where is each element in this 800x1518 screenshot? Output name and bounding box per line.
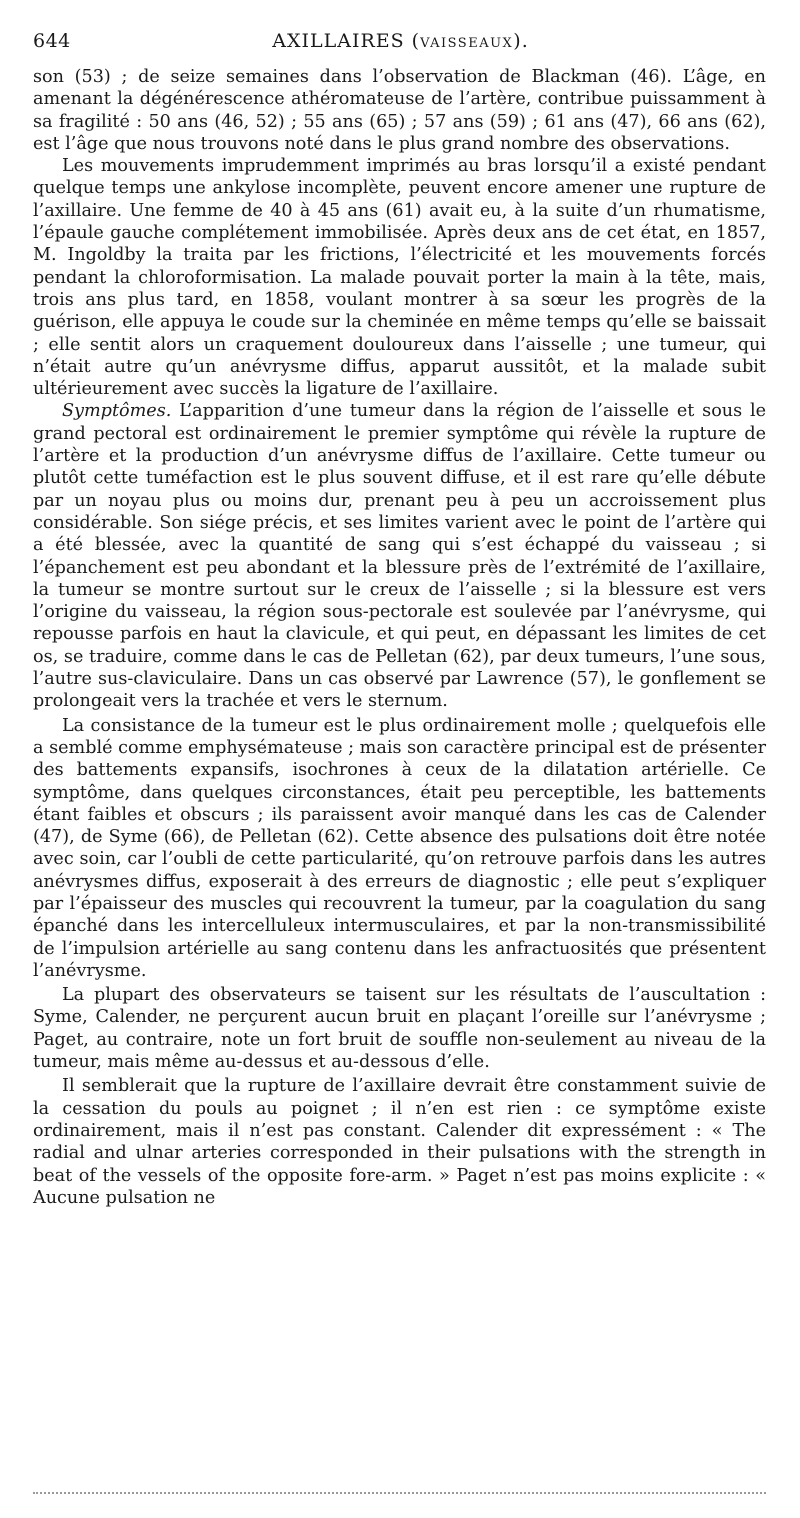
paragraph-pouls: Il semblerait que la rupture de l’axillaire devrait être constamment suivie de la cessation du pouls au poignet ; il n’en est rien : ce symptôme existe ordinairement, mais il n’est pas constant. Calender dit expressément : « The radial and ulnar arteries corresponded in their pulsations with the strength in beat of the vessels of the opposite fore-arm. » Paget n’est pas moins explicite : « Aucune pulsation ne <box>33 1076 766 1208</box>
paragraph-symptomes <box>33 400 766 712</box>
footer-dotted-rule <box>33 1492 766 1494</box>
paragraph-ankylose: Les mouvements imprudemment imprimés au bras lorsqu’il a existé pendant quelque temps une ankylose incomplète, peuvent encore amener une rupture de l’axillaire. Une femme de 40 à 45 ans (61) avait eu, à la suite d’un rhumatisme, l’épaule gauche complétement immobilisée. Après deux ans de cet état, en 1857, M. Ingoldby la traita par les frictions, l’électricité et les mouvements forcés pendant la chloroformisation. La malade pouvait porter la main à la tête, mais, trois ans plus tard, en 1858, voulant montrer à sa sœur les progrès de la guérison, elle appuya le coude sur la cheminée en même temps qu’elle se baissait ; elle sentit alors un craquement douloureux dans l’aisselle ; une tumeur, qui n’était autre qu’un anévrysme diffus, apparut aussitôt, et la malade subit ultérieurement avec succès la ligature de l’axillaire. <box>33 156 766 400</box>
paragraph-continuation: son (53) ; de seize semaines dans l’observation de Blackman (46). L’âge, en amenant la dégénérescence athéromateuse de l’artère, contribue puissamment à sa fragilité : 50 ans (46, 52) ; 55 ans (65) ; 57 ans (59) ; 61 ans (47), 66 ans (62), est l’âge que nous trouvons noté dans le plus grand nombre des observations. <box>33 67 766 154</box>
running-head <box>33 30 768 52</box>
paragraph-auscultation: La plupart des observateurs se taisent sur les résultats de l’auscultation : Syme, Calender, ne perçurent aucun bruit en plaçant l’oreille sur l’anévrysme ; Paget, au contraire, note un fort bruit de souffle non-seulement au niveau de la tumeur, mais même au-dessus et au-dessous d’elle. <box>33 985 766 1073</box>
running-head-small: VAISSEAUX <box>420 36 514 51</box>
body-text <box>33 66 766 1209</box>
page-header <box>33 30 768 60</box>
paragraph-consistance: La consistance de la tumeur est le plus ordinairement molle ; quelquefois elle a semblé comme emphysémateuse ; mais son caractère principal est de présenter des battements expansifs, isochrones à ceux de la dilatation artérielle. Ce symptôme, dans quelques circonstances, était peu perceptible, les battements étant faibles et obscurs ; ils paraissent avoir manqué dans les cas de Calender (47), de Syme (66), de Pelletan (62). Cette absence des pulsations doit être notée avec soin, car l’oubli de cette particularité, qu’on retrouve parfois dans les autres anévrysmes diffus, exposerait à des erreurs de diagnostic ; elle peut s’expliquer par l’épaisseur des muscles qui recouvrent la tumeur, par la coagulation du sang épanché dans les intercelluleux intermusculaires, et par la non-transmissibilité de l’impulsion artérielle au sang contenu dans les anfractuosités que présentent l’anévrysme. <box>33 715 766 981</box>
section-lead-symptomes: Symptômes. <box>62 401 172 422</box>
paragraph-symptomes-text: L’apparition d’une tumeur dans la région de l’aisselle et sous le grand pectoral est ordinairement le premier symptôme qui révèle la rupture de l’artère et la production d’un anévrysme diffus de l’axillaire. Cette tumeur ou plutôt cette tuméfaction est le plus souvent diffuse, et il est rare qu’elle débute par un noyau plus ou moins dur, prenant peu à peu un accroissement plus considérable. Son siége précis, et ses limites varient avec le point de l’artère qui a été blessée, avec la quantité de sang qui s’est échappé du vaisseau ; si l’épanchement est peu abondant et la blessure près de l’extrémité de l’axillaire, la tumeur se montre surtout sur le creux de l’aisselle ; si la blessure est vers l’origine du vaisseau, la région sous-pectorale est soulevée par l’anévrysme, qui repousse parfois en haut la clavicule, et qui peut, en dépassant les limites de cet os, se traduire, comme dans le cas de Pelletan (62), par deux tumeurs, l’une sous, l’autre sus-claviculaire. Dans un cas observé par Lawrence (57), le gonflement se prolongeait vers la trachée et vers le sternum. <box>33 401 766 712</box>
running-head-end: ). <box>513 30 529 52</box>
page-number: 644 <box>33 30 71 52</box>
running-head-main: AXILLAIRES ( <box>272 30 421 52</box>
